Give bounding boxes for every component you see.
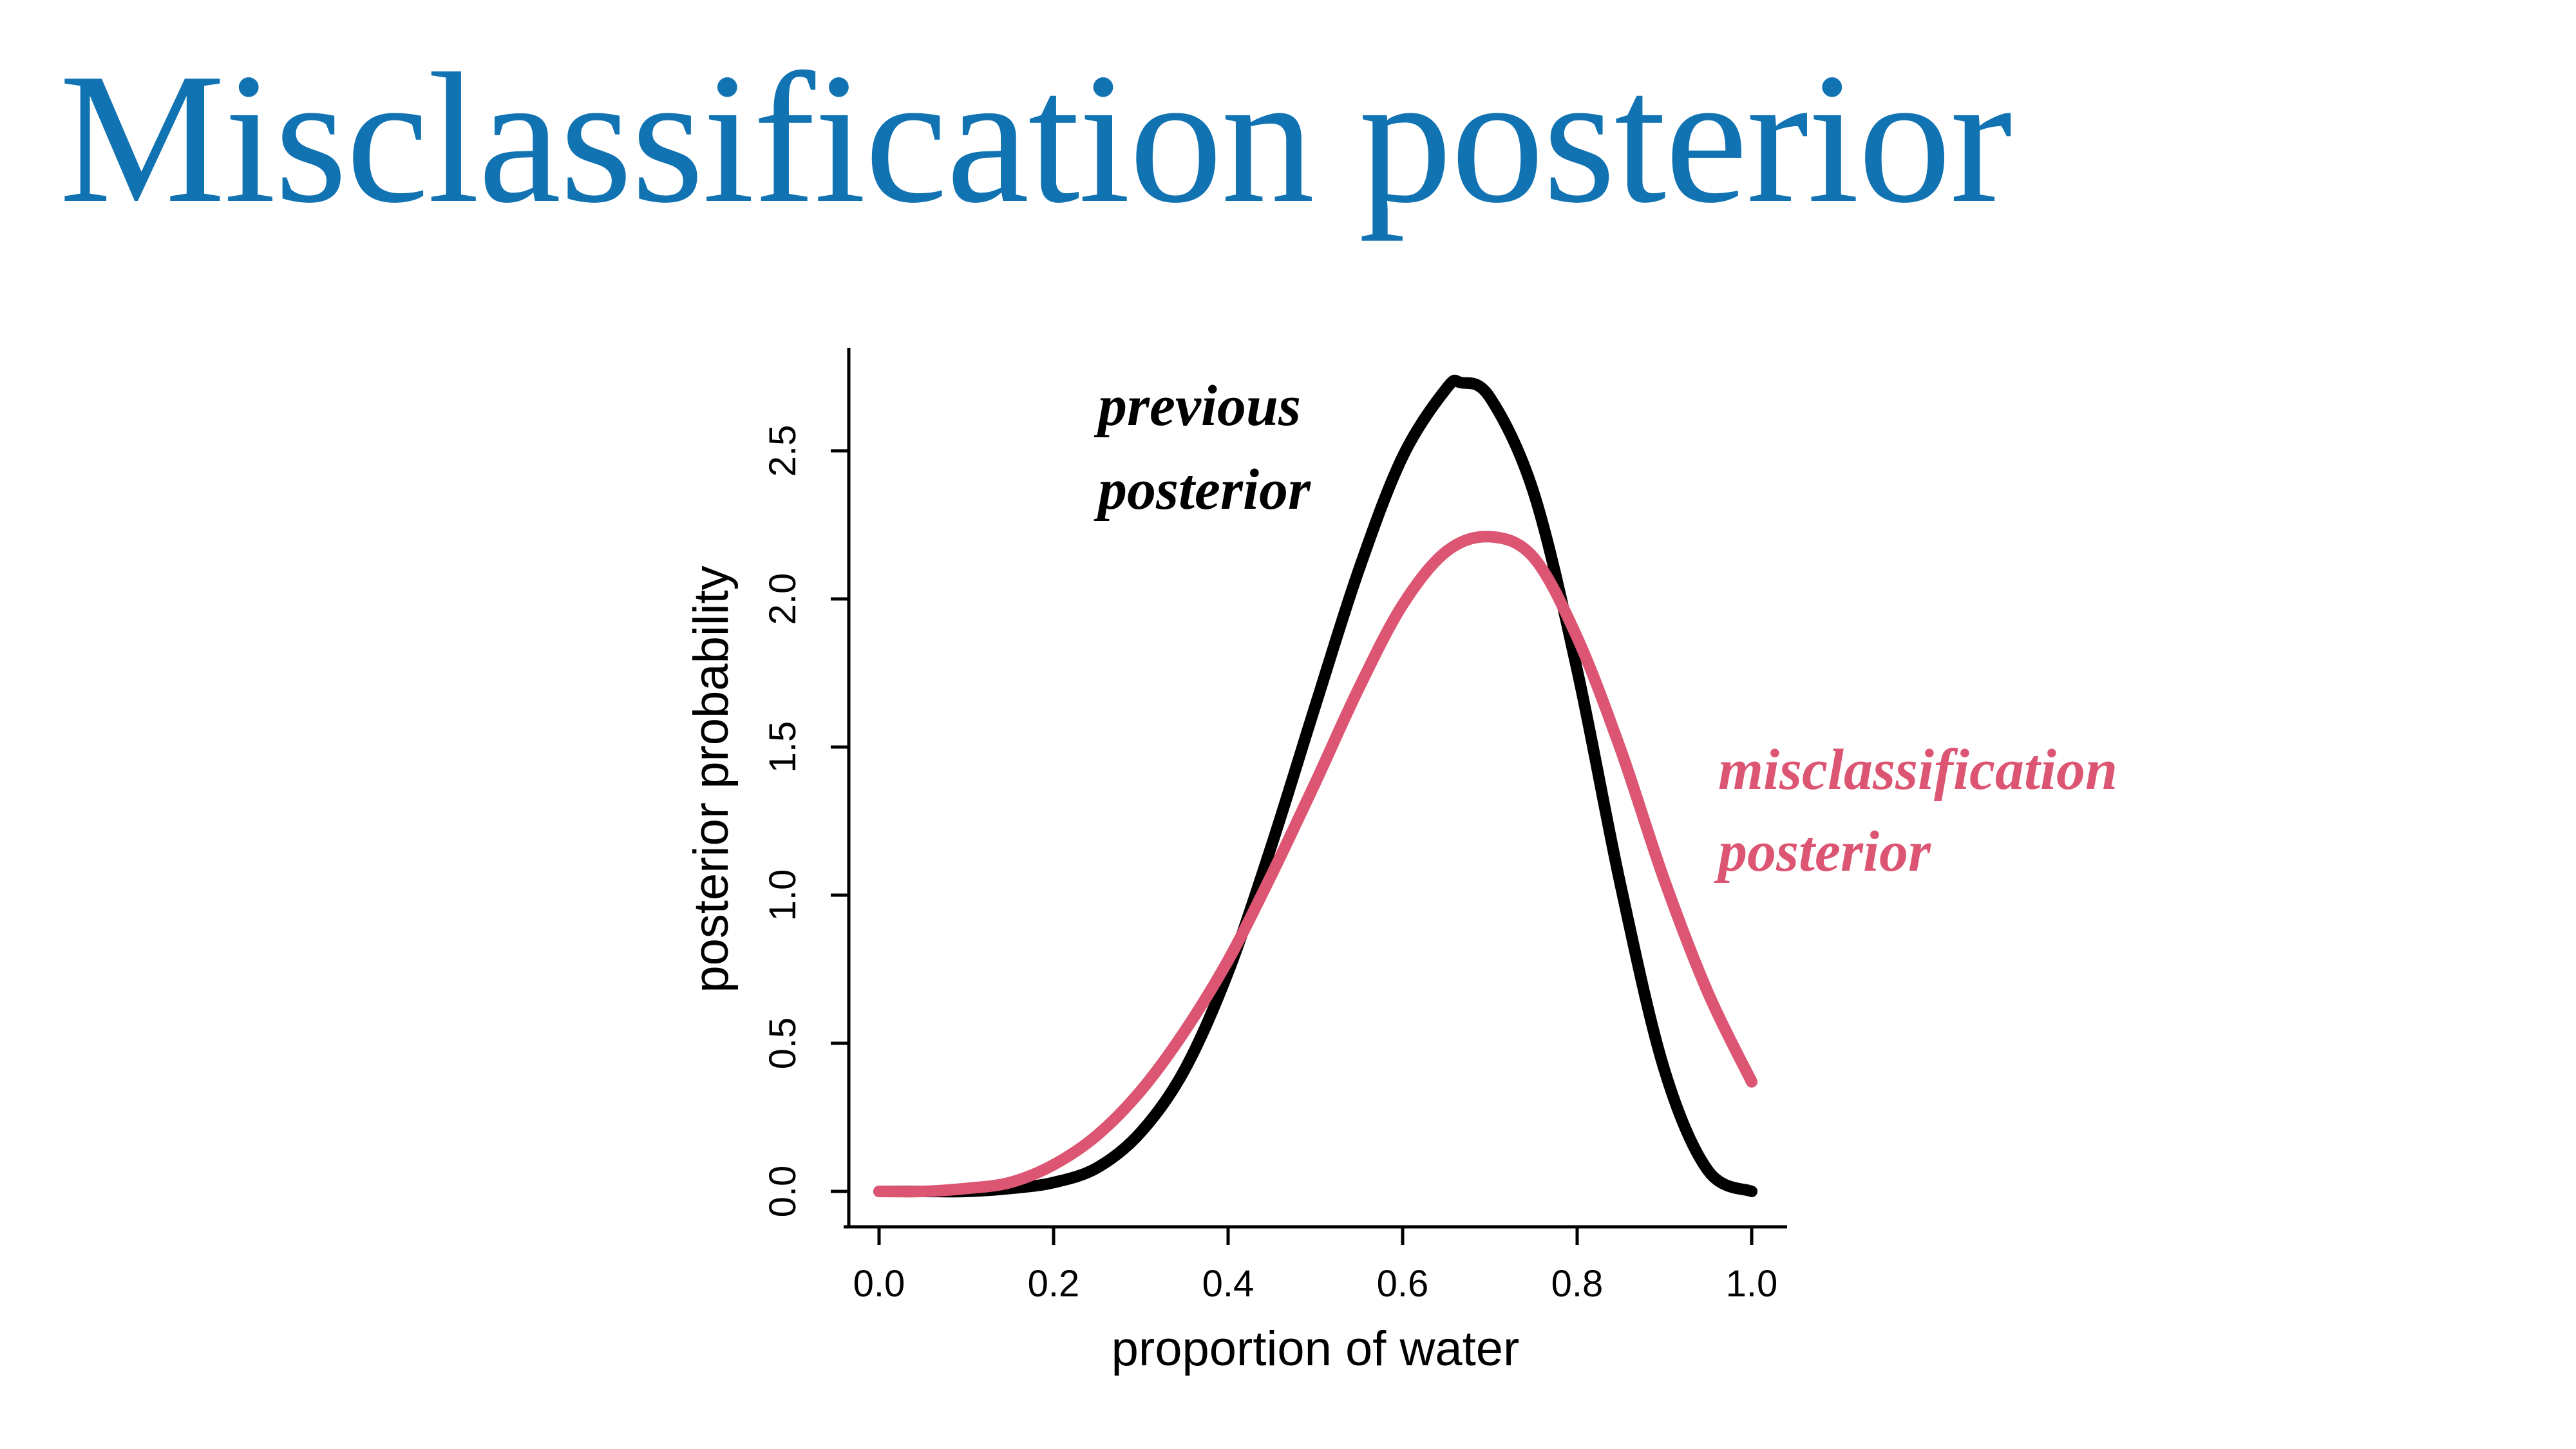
misclassification-posterior-label-line1: misclassification <box>1718 738 2118 802</box>
previous-posterior-label-line2: posterior <box>1098 458 1311 522</box>
y-tick-label: 1.5 <box>762 721 804 773</box>
y-axis-ticks <box>762 425 849 1218</box>
y-tick-label: 2.5 <box>762 424 804 477</box>
x-axis-ticks <box>853 1227 1778 1305</box>
previous-posterior-label <box>1094 374 1316 522</box>
x-tick-label: 1.0 <box>1725 1263 1778 1305</box>
x-tick-label: 0.2 <box>1027 1263 1080 1305</box>
series-lines <box>879 381 1752 1192</box>
y-tick-label: 1.0 <box>762 869 804 922</box>
misclassification-posterior-label-line2: posterior <box>1718 820 1931 884</box>
y-tick-label: 0.5 <box>762 1017 804 1070</box>
y-tick-label: 0.0 <box>762 1165 804 1218</box>
slide-title: Misclassification posterior <box>59 35 2011 242</box>
x-tick-label: 0.0 <box>853 1263 905 1305</box>
x-axis-title: proportion of water <box>1111 1321 1520 1376</box>
x-tick-label: 0.6 <box>1376 1263 1429 1305</box>
y-tick-label: 2.0 <box>762 573 804 625</box>
previous-posterior-label-line1: previous <box>1098 374 1301 438</box>
x-tick-label: 0.8 <box>1551 1263 1604 1305</box>
misclassification-posterior-label <box>1714 738 2132 884</box>
x-tick-label: 0.4 <box>1202 1263 1255 1305</box>
y-axis-title: posterior probability <box>684 565 739 993</box>
